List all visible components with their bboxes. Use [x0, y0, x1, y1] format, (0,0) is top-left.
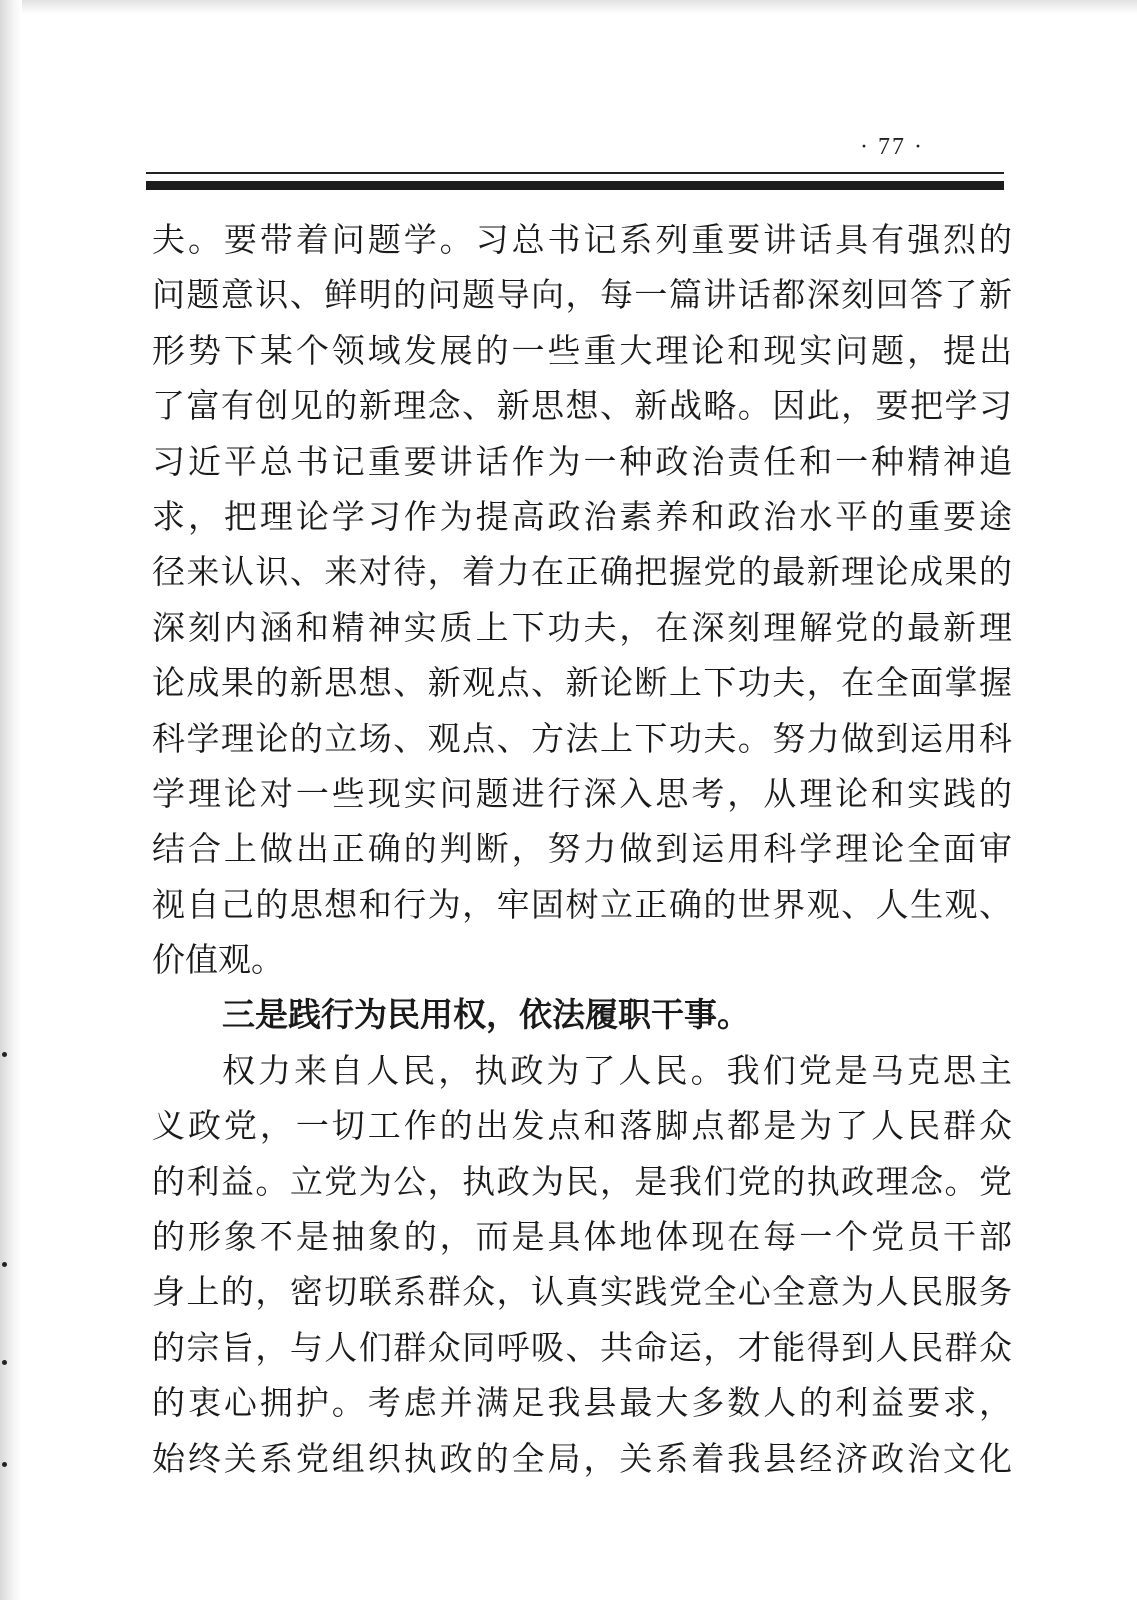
text-line: 了富有创见的新理念、新思想、新战略。因此，要把学习 — [152, 386, 1012, 426]
section-heading: 三是践行为民用权，依法履职干事。 — [222, 995, 750, 1035]
text-line: 习近平总书记重要讲话作为一种政治责任和一种精神追 — [152, 441, 1012, 481]
header-rule-thick — [146, 181, 1004, 190]
scan-shadow-top — [0, 0, 1137, 14]
text-line: 深刻内涵和精神实质上下功夫，在深刻理解党的最新理 — [152, 607, 1012, 647]
margin-mark — [2, 1462, 7, 1467]
text-line: 论成果的新思想、新观点、新论断上下功夫，在全面掌握 — [152, 663, 1012, 703]
text-line: 径来认识、来对待，着力在正确把握党的最新理论成果的 — [152, 552, 1012, 592]
text-line: 形势下某个领域发展的一些重大理论和现实问题，提出 — [152, 330, 1012, 370]
text-line: 始终关系党组织执政的全局，关系着我县经济政治文化 — [152, 1438, 1012, 1478]
margin-mark — [2, 1052, 7, 1057]
text-line: 身上的，密切联系群众，认真实践党全心全意为人民服务 — [152, 1272, 1012, 1312]
margin-mark — [2, 1262, 7, 1267]
text-line: 价值观。 — [152, 940, 284, 980]
text-line: 的衷心拥护。考虑并满足我县最大多数人的利益要求， — [152, 1383, 1012, 1423]
text-line: 科学理论的立场、观点、方法上下功夫。努力做到运用科 — [152, 718, 1012, 758]
page-number: · 77 · — [860, 134, 924, 160]
text-line: 的宗旨，与人们群众同呼吸、共命运，才能得到人民群众 — [152, 1327, 1012, 1367]
text-line: 夫。要带着问题学。习总书记系列重要讲话具有强烈的 — [152, 220, 1012, 259]
text-line: 义政党，一切工作的出发点和落脚点都是为了人民群众 — [152, 1106, 1012, 1146]
text-line: 问题意识、鲜明的问题导向，每一篇讲话都深刻回答了新 — [152, 275, 1012, 315]
text-line: 的利益。立党为公，执政为民，是我们党的执政理念。党 — [152, 1161, 1012, 1201]
text-line: 学理论对一些现实问题进行深入思考，从理论和实践的 — [152, 773, 1012, 813]
header-rule-thin — [146, 172, 1004, 174]
margin-mark — [2, 1360, 7, 1365]
text-line: 求，把理论学习作为提高政治素养和政治水平的重要途 — [152, 496, 1012, 536]
text-line: 的形象不是抽象的，而是具体地体现在每一个党员干部 — [152, 1217, 1012, 1257]
text-line: 权力来自人民，执政为了人民。我们党是马克思主 — [222, 1050, 1012, 1090]
page-body — [152, 212, 1012, 1486]
paragraph-1 — [152, 212, 1012, 987]
paragraph-2 — [152, 1043, 1012, 1486]
text-line: 结合上做出正确的判断，努力做到运用科学理论全面审 — [152, 829, 1012, 869]
text-line: 视自己的思想和行为，牢固树立正确的世界观、人生观、 — [152, 884, 1012, 924]
